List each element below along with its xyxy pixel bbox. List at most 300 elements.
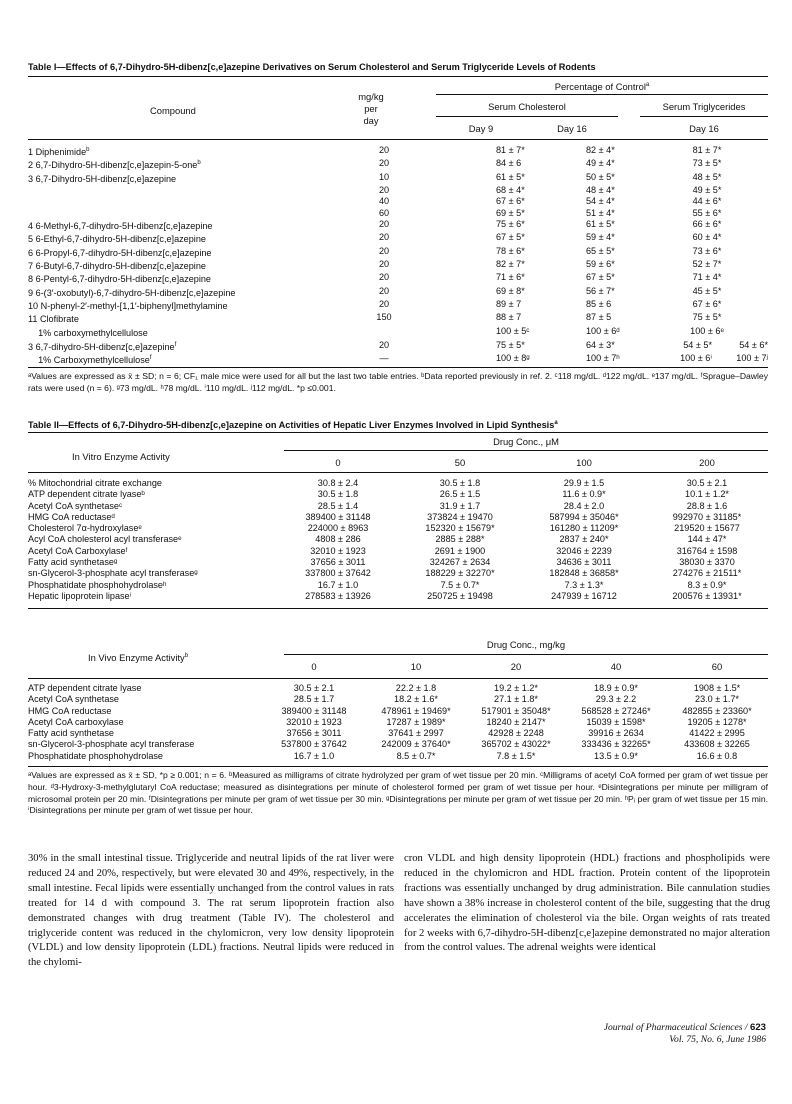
table2-invitro-row <box>28 591 768 602</box>
table2-invitro-value: 16.7 ± 1.0 <box>317 579 359 590</box>
table1-top-rule <box>28 76 768 77</box>
table1-rat-chol-day16: 100 ± 7ʰ <box>586 353 620 364</box>
table2-invitro-col: 0 <box>335 457 341 468</box>
table2-invitro-name: sn-Glycerol-3-phosphate acyl transferaseᵍ <box>28 568 198 579</box>
table1-header-rule <box>28 139 768 140</box>
table1-row <box>28 158 768 171</box>
table1-tg-day16: 73 ± 5* <box>692 158 722 169</box>
table1-spacer <box>414 312 496 325</box>
table1-bottom-rule <box>28 367 768 368</box>
table1-spacer <box>414 286 496 299</box>
table1-rat-compound-cell <box>28 353 354 366</box>
table1-row <box>28 299 768 312</box>
table1-rat-chol-day9: 75 ± 5* <box>496 340 525 350</box>
table2-invivo-value: 478961 ± 19469* <box>381 705 451 716</box>
table2-invitro-value: 144 ± 47* <box>687 534 727 545</box>
table2-top-rule <box>28 432 768 433</box>
table2-invitro-name: HMG CoA reductaseᵈ <box>28 511 115 522</box>
table1-caption: Table I—Effects of 6,7-Dihydro-5H-dibenz[c,e]azepine Derivatives on Serum Cholesterol and Serum Triglyceride Levels of Rodents <box>28 62 596 72</box>
table2-invitro-value: 7.3 ± 1.3* <box>564 579 604 590</box>
table2-invitro-col: 100 <box>576 457 592 468</box>
table2-invivo-col: 10 <box>410 661 422 672</box>
table2-invivo-value: 17287 ± 1989* <box>386 716 446 727</box>
table2-invitro-value: 32010 ± 1923 <box>310 545 366 556</box>
table1-chol-day16: 65 ± 5* <box>586 245 615 256</box>
table1-compound-cell <box>28 259 354 272</box>
table1-spacer <box>586 272 646 285</box>
table2-invivo-row <box>28 717 768 728</box>
table1-chol-day9: 67 ± 6* <box>496 196 525 207</box>
table1-chol-day9: 78 ± 6* <box>496 245 525 256</box>
table1-spacer <box>414 208 496 219</box>
footer-volume: Vol. 75, No. 6, June 1986 <box>669 1034 766 1045</box>
table1-compound: 2 6,7-Dihydro-5H-dibenz[c,e]azepin-5-one <box>28 160 198 171</box>
table1-rat-rows <box>28 340 768 367</box>
table1-chol-day9: 82 ± 7* <box>496 258 525 269</box>
table2-invivo-value: 517901 ± 35048* <box>481 705 551 716</box>
table2-invivo-row <box>28 683 768 694</box>
table2-invivo-mark: b <box>184 653 189 659</box>
table1-chol-day9: 69 ± 5* <box>496 207 525 218</box>
table1-compound-cell <box>28 158 354 171</box>
table1-row <box>28 196 768 207</box>
table2-invitro-value: 161280 ± 11209* <box>549 523 619 534</box>
table1-chol-day9: 69 ± 8* <box>496 285 525 296</box>
table2-invitro-col: 200 <box>699 457 715 468</box>
table2-invitro-value: 10.1 ± 1.2* <box>685 489 729 500</box>
table1-compound: 1% carboxymethylcellulose <box>28 327 148 338</box>
table2-invivo-body <box>28 683 768 762</box>
table1-tg-day16: 67 ± 6* <box>692 298 722 309</box>
table2-invitro-row <box>28 523 768 534</box>
table1-rat-chol-day16: 64 ± 3* <box>586 340 615 350</box>
table1-compound-cell <box>28 196 354 207</box>
table1-compound-cell <box>28 272 354 285</box>
table2-invitro-value: 219520 ± 15677 <box>674 523 740 534</box>
table2-invivo-value: 42928 ± 2248 <box>488 728 544 739</box>
table1-compound-cell <box>28 219 354 232</box>
table2-invitro-value: 278583 ± 13926 <box>305 590 371 601</box>
table1-col-dose-2: per <box>364 103 378 114</box>
table1-compound: 10 N-phenyl-2′-methyl-[1,1′-biphenyl]methylamine <box>28 300 228 311</box>
table1-compound: 5 6-Ethyl-6,7-dihydro-5H-dibenz[c,e]azepine <box>28 234 206 245</box>
table1-compound: 3 6,7-Dihydro-5H-dibenz[c,e]azepine <box>28 173 177 184</box>
table1-dose: 150 <box>376 312 392 323</box>
table2-invivo-value: 37656 ± 3011 <box>286 728 342 739</box>
table1-tg-day16: 55 ± 6* <box>692 207 722 218</box>
table1-rat-tg-b: 54 ± 6* <box>739 340 768 350</box>
table1-spacer <box>586 286 646 299</box>
table1-tg-day16: 66 ± 6* <box>692 218 722 229</box>
table1-spacer <box>414 145 496 158</box>
table1-spacer <box>414 353 496 366</box>
table2-invitro-value: 389400 ± 31148 <box>305 511 371 522</box>
table2-invitro-value: 28.4 ± 2.0 <box>563 500 605 511</box>
table1-spacer <box>414 259 496 272</box>
table1-spacer <box>586 208 646 219</box>
table1-spacer <box>414 340 496 353</box>
table1-chol-day9: 61 ± 5* <box>496 171 525 182</box>
table2-invivo-name: HMG CoA reductase <box>28 705 112 716</box>
table2-invivo-name: Acetyl CoA carboxylase <box>28 716 124 727</box>
table1-dose: 20 <box>378 232 390 243</box>
table2-invivo-label-text: In Vivo Enzyme Activity <box>88 652 185 664</box>
table1-compound: 8 6-Pentyl-6,7-dihydro-5H-dibenz[c,e]azepine <box>28 274 211 285</box>
table1-tg-day16: 49 ± 5* <box>692 184 722 195</box>
table2-invivo-value: 15039 ± 1598* <box>586 716 646 727</box>
table1-compound-cell <box>28 208 354 219</box>
table2-invitro-body <box>28 478 768 602</box>
table2-invitro-group: Drug Conc., μM <box>493 436 559 447</box>
table2-invitro-value: 31.9 ± 1.7 <box>439 500 481 511</box>
table2-invivo-value: 30.5 ± 2.1 <box>293 683 335 693</box>
table1-group-rule <box>436 94 768 95</box>
table1-chol-day16: 54 ± 4* <box>586 196 615 207</box>
table1-body <box>28 145 768 339</box>
table1-tg-day16: 71 ± 4* <box>692 272 722 283</box>
table2-invivo-name: ATP dependent citrate lyase <box>28 683 142 693</box>
table1-compound-cell <box>28 145 354 158</box>
table1-chol-day9: 89 ± 7 <box>496 298 522 309</box>
table1-col-compound: Compound <box>150 105 196 116</box>
table2-invivo-row <box>28 728 768 739</box>
table2-invivo-col: 0 <box>311 661 317 672</box>
table1-spacer <box>414 158 496 171</box>
table1-spacer <box>414 272 496 285</box>
table2-invivo-col: 20 <box>510 661 522 672</box>
table2-invitro-row <box>28 568 768 579</box>
table2-invitro-value: 152320 ± 15679* <box>425 523 495 534</box>
table2-invitro-value: 34636 ± 3011 <box>556 557 612 568</box>
table1-tg-day16: 73 ± 6* <box>692 245 722 256</box>
table2-invivo-value: 537800 ± 37642 <box>281 739 347 750</box>
table1-dose <box>354 326 414 339</box>
table1-dose: 60 <box>378 207 390 218</box>
table2-invivo-value: 19205 ± 1278* <box>687 716 747 727</box>
table1-tg-rule <box>640 116 768 117</box>
table2-invitro-row <box>28 534 768 545</box>
table2-invivo-value: 32010 ± 1923 <box>286 716 342 727</box>
table2-invivo-name: Acetyl CoA synthetase <box>28 694 119 705</box>
table1-row <box>28 326 768 339</box>
table2-invivo-row <box>28 751 768 762</box>
table2-invitro-value: 316764 ± 1598 <box>676 545 738 556</box>
table2-invivo-value: 18.9 ± 0.9* <box>594 683 638 693</box>
table1-tg-day16: 44 ± 6* <box>692 196 722 207</box>
table2-invitro-name: Acetyl CoA synthetaseᶜ <box>28 500 123 511</box>
table2-invivo-group: Drug Conc., mg/kg <box>486 639 566 650</box>
table2-invivo-value: 22.2 ± 1.8 <box>395 683 437 693</box>
table2-invivo-col: 60 <box>711 661 723 672</box>
table1-rat-compound-cell <box>28 340 354 353</box>
table2-invitro-row <box>28 489 768 500</box>
table2-invitro-value: 8.3 ± 0.9* <box>687 579 727 590</box>
table1-col-group-mark: a <box>645 82 650 88</box>
table2-invitro-row <box>28 478 768 489</box>
table2-caption-text: Table II—Effects of 6,7-Dihydro-5H-dibenz[c,e]azepine on Activities of Hepatic Liver Enzymes Involved in Lipid Synthesis <box>28 420 555 431</box>
table1-spacer <box>586 158 646 171</box>
table2-invivo-group-rule <box>284 654 768 655</box>
table1-row <box>28 312 768 325</box>
table2-invivo-row <box>28 739 768 750</box>
table1-chol-day16: 87 ± 5 <box>586 312 612 323</box>
table2-invitro-value: 274276 ± 21511* <box>672 568 742 579</box>
table1-dose: 20 <box>378 285 390 296</box>
table2-invitro-value: 29.9 ± 1.5 <box>563 478 605 488</box>
table2-invitro-value: 2837 ± 240* <box>559 534 609 545</box>
table1-chol-day9: 100 ± 5ᶜ <box>496 325 530 336</box>
table1-row <box>28 272 768 285</box>
page-footer <box>604 1022 766 1046</box>
table1-compound: 1 Diphenimide <box>28 147 87 158</box>
table1-rat-tg-a: 54 ± 5* <box>683 340 712 350</box>
table1-tg-day16: 48 ± 5* <box>692 171 722 182</box>
table1-col-day16a: Day 16 <box>557 123 587 134</box>
table2-invitro-name: Acetyl CoA Carboxylaseᶠ <box>28 545 128 556</box>
table2-invitro-value: 7.5 ± 0.7* <box>440 579 480 590</box>
table1-chol-day9: 81 ± 7* <box>496 145 525 155</box>
table1-spacer <box>586 246 646 259</box>
table1-rat-row <box>28 353 768 366</box>
table2-invitro-value: 587994 ± 35046* <box>549 511 619 522</box>
table2-invitro-value: 28.8 ± 1.6 <box>686 500 728 511</box>
table2-invitro-value: 200576 ± 13931* <box>672 590 742 601</box>
table1-spacer <box>586 326 646 339</box>
table2-invitro-value: 4808 ± 286 <box>315 534 361 545</box>
table2-invitro-value: 30.5 ± 2.1 <box>686 478 728 488</box>
table1-spacer <box>586 196 646 207</box>
table2-invivo-value: 19.2 ± 1.2* <box>494 683 538 693</box>
table1-spacer <box>414 232 496 245</box>
table1-row <box>28 286 768 299</box>
table1-spacer <box>414 219 496 232</box>
table1-spacer <box>586 185 646 196</box>
table2-invivo-value: 433608 ± 32265 <box>684 739 750 750</box>
table2-invitro-row <box>28 546 768 557</box>
table1-col-group-label: Percentage of Control <box>554 81 646 93</box>
table1-col-day9: Day 9 <box>468 123 494 134</box>
table2-invivo-value: 39916 ± 2634 <box>588 728 644 739</box>
table2-invitro-value: 30.8 ± 2.4 <box>317 478 359 488</box>
table2-invivo-value: 242009 ± 37640* <box>381 739 451 750</box>
table2-caption-mark: a <box>554 420 558 426</box>
body-column-right: cron VLDL and high density lipoprotein (HDL) fractions and phospholipids were reduced in the chylomicron and HDL fraction. Protein content of the lipoprotein fractions was essentially unchanged by drug administration. Bile cannulation studies have shown a 38% increase in cholesterol content of the bile, suggesting that the drug accelerates the elimination of cholesterol via the bile. Organ weights of rats treated for 2 weeks with 6,7-dihydro-5H-dibenz[c,e]azepine demonstrated no major alteration from the control values. The adrenal weights were identical <box>404 853 770 954</box>
table2-footnote: ᵃValues are expressed as x̄ ± SD, *p ≥ 0.001; n = 6. ᵇMeasured as milligrams of citrate hydrolyzed per gram of wet tissue per 20 min. ᶜMilligrams of acetyl CoA formed per gram of wet tissue per hour. ᵈ3-Hydroxy-3-methylglutaryl CoA reductase; measured as disintegrations per minute of cholesterol formed per gram of wet tissue per hour. ᵉDisintegrations per minute per milligram of microsomal protein per 20 min. ᶠDisintegrations per minute per gram of wet tissue per 30 min. ᵍDisintegrations per minute per gram of wet tissue per 20 min. ʰPᵢ per gram of wet tissue per 15 min. ⁱDisintegrations per minute per gram of wet tissue per hour. <box>28 770 768 816</box>
table1-compound: 6 6-Propyl-6,7-dihydro-5H-dibenz[c,e]azepine <box>28 247 212 258</box>
table1-row <box>28 185 768 196</box>
table1-dose: 20 <box>378 184 390 195</box>
table2-invitro-value: 2691 ± 1900 <box>434 545 486 556</box>
table2-invivo-value: 568528 ± 27246* <box>581 705 651 716</box>
table1-rat-tg-b: 100 ± 7ʲ <box>736 353 768 364</box>
table2-invivo-value: 37641 ± 2997 <box>388 728 444 739</box>
table1-col-group <box>436 80 768 92</box>
footer-journal: Journal of Pharmaceutical Sciences / <box>603 1022 748 1033</box>
table1-tg-day16: 81 ± 7* <box>692 145 722 155</box>
table1-dose: 20 <box>378 218 390 229</box>
table1-tg-day16: 52 ± 7* <box>692 258 722 269</box>
table1-row <box>28 172 768 185</box>
table1-tg-day16: 100 ± 6ᵉ <box>690 325 724 336</box>
table2-invitro-header-rule <box>28 472 768 473</box>
table2-invitro-value: 250725 ± 19498 <box>427 590 493 601</box>
table1-compound-mark: b <box>197 160 201 167</box>
table2-invitro-value: 38030 ± 3370 <box>679 557 735 568</box>
table2-invivo-value: 8.5 ± 0.7* <box>396 750 436 761</box>
table2-invitro-row <box>28 501 768 512</box>
table2-invitro-bottom-rule <box>28 608 768 609</box>
table2-invitro-value: 373824 ± 19470 <box>427 511 493 522</box>
table2-invitro-name: ATP dependent citrate lyaseᵇ <box>28 489 145 500</box>
table1-col-day16b: Day 16 <box>689 123 719 134</box>
table1-rat-tg-a: 100 ± 6ⁱ <box>680 353 712 364</box>
table1-chol-day9: 84 ± 6 <box>496 158 522 169</box>
table1-rat-compound: 3 6,7-dihydro-5H-dibenz[c,e]azepine <box>28 342 175 353</box>
table1-tg-day16: 75 ± 5* <box>692 312 722 323</box>
table1-spacer <box>414 246 496 259</box>
table1-compound: 9 6-(3′-oxobutyl)-6,7-dihydro-5H-dibenz[c,e]azepine <box>28 287 236 298</box>
table2-invitro-row <box>28 557 768 568</box>
table1-chol-day16: 50 ± 5* <box>586 171 615 182</box>
table1-rat-chol-day9: 100 ± 8ᵍ <box>496 353 530 364</box>
table1-chol-day16: 56 ± 7* <box>586 285 615 296</box>
table2-invivo-col: 40 <box>610 661 622 672</box>
table2-invitro-value: 11.6 ± 0.9* <box>562 489 606 500</box>
table1-dose: 20 <box>378 158 390 169</box>
table1-chol-day16: 48 ± 4* <box>586 184 615 195</box>
table2-invivo-value: 29.3 ± 2.2 <box>595 694 637 705</box>
table1-col-tg: Serum Triglycerides <box>662 101 746 112</box>
table2-invitro-label: In Vitro Enzyme Activity <box>72 451 170 462</box>
table2-invitro-name: Acyl CoA cholesterol acyl transferaseᵉ <box>28 534 182 545</box>
table2-invivo-value: 28.5 ± 1.7 <box>293 694 335 705</box>
table1-rat-row <box>28 340 768 353</box>
table2-invitro-value: 337800 ± 37642 <box>305 568 371 579</box>
table2-invitro-name: Phosphatidate phosphohydrolaseʰ <box>28 579 167 590</box>
table2-invivo-value: 1908 ± 1.5* <box>693 683 741 693</box>
table2-invivo-value: 23.0 ± 1.7* <box>695 694 739 705</box>
table2-caption <box>28 418 768 431</box>
table2-invitro-value: 30.5 ± 1.8 <box>439 478 481 488</box>
table2-invivo-name: Phosphatidate phosphohydrolase <box>28 750 163 761</box>
table2-invitro-value: 182848 ± 36858* <box>549 568 619 579</box>
table1-chol-day16: 49 ± 4* <box>586 158 615 169</box>
table1-chol-day16: 67 ± 5* <box>586 272 615 283</box>
table2-invitro-value: 247939 ± 16712 <box>551 590 617 601</box>
table1-chol-day9: 71 ± 6* <box>496 272 525 283</box>
table2-invitro-value: 30.5 ± 1.8 <box>317 489 359 500</box>
table1-chol-day9: 75 ± 6* <box>496 218 525 229</box>
table1-chol-day16: 59 ± 6* <box>586 258 615 269</box>
table1-spacer <box>586 299 646 312</box>
table2-invitro-value: 2885 ± 288* <box>435 534 485 545</box>
table1-compound: 4 6-Methyl-6,7-dihydro-5H-dibenz[c,e]azepine <box>28 220 213 231</box>
table2-invitro-name: Fatty acid synthetaseᵍ <box>28 557 118 568</box>
table2-invivo-value: 18.2 ± 1.6* <box>394 694 438 705</box>
table1-rat-compound-mark: f <box>149 355 152 362</box>
table1-spacer <box>586 312 646 325</box>
table2-bottom-rule <box>28 766 768 767</box>
table1-compound-cell <box>28 286 354 299</box>
table1-compound-cell <box>28 326 354 339</box>
table1-row <box>28 259 768 272</box>
table1-footnote: ᵃValues are expressed as x̄ ± SD; n = 6; CF₁ male mice were used for all but the last two table entries. ᵇData reported previously in ref. 2. ᶜ118 mg/dL. ᵈ122 mg/dL. ᵉ137 mg/dL. ᶠSprague–Dawley rats were used (n = 6). ᵍ73 mg/dL. ʰ78 mg/dL. ⁱ110 mg/dL. ʲ112 mg/dL. *p ≤0.001. <box>28 371 768 393</box>
table1-spacer <box>414 196 496 207</box>
table2-invitro-value: 26.5 ± 1.5 <box>439 489 481 500</box>
table2-invitro-row <box>28 580 768 591</box>
table1-rat-dose: — <box>379 353 389 364</box>
table2-invitro-value: 324267 ± 2634 <box>429 557 491 568</box>
table1-rat-compound: 1% Carboxymethylcellulose <box>28 355 150 366</box>
table1-col-dose-1: mg/kg <box>358 91 384 102</box>
table1-compound-cell <box>28 246 354 259</box>
table1-compound-mark: b <box>86 147 90 153</box>
table2-invivo-row <box>28 694 768 705</box>
table2-invitro-name: % Mitochondrial citrate exchange <box>28 478 162 488</box>
table1-dose: 40 <box>378 196 390 207</box>
table2-invitro-value: 188229 ± 32270* <box>425 568 495 579</box>
table1-row <box>28 219 768 232</box>
table2-invivo-value: 16.6 ± 0.8 <box>696 750 738 761</box>
table1-chol-day16: 59 ± 4* <box>586 232 615 243</box>
table1-rat-dose: 20 <box>378 340 390 350</box>
table2-invitro-value: 992970 ± 31185* <box>672 511 742 522</box>
table1-spacer <box>414 172 496 185</box>
table1-compound-cell <box>28 299 354 312</box>
table2-invivo-value: 13.5 ± 0.9* <box>594 750 638 761</box>
table2-invivo-value: 27.1 ± 1.8* <box>494 694 538 705</box>
footer-journal-line <box>604 1022 766 1034</box>
table2-invivo-label <box>88 651 188 663</box>
table1-rat-compound-mark: f <box>174 342 177 348</box>
table1-compound-cell <box>28 232 354 245</box>
table1-dose: 10 <box>378 171 390 182</box>
footer-page-number: 623 <box>749 1022 766 1033</box>
table2-invivo-value: 389400 ± 31148 <box>281 705 347 716</box>
table1-dose: 20 <box>378 298 390 309</box>
table2-invitro-name: Hepatic lipoprotein lipaseⁱ <box>28 590 132 601</box>
table1-compound: 7 6-Butyl-6,7-dihydro-5H-dibenz[c,e]azepine <box>28 260 206 271</box>
table2-invitro-value: 32046 ± 2239 <box>556 545 612 556</box>
table1-chol-day16: 100 ± 6ᵈ <box>586 325 620 336</box>
table1-chol-day16: 82 ± 4* <box>586 145 615 155</box>
table2-invivo-name: Fatty acid synthetase <box>28 728 114 739</box>
table1-chol-day16: 51 ± 4* <box>586 207 615 218</box>
table1-spacer <box>586 145 646 158</box>
table2-invivo-value: 41422 ± 2995 <box>689 728 745 739</box>
table1-chol-day9: 67 ± 5* <box>496 232 525 243</box>
table1-chol-day9: 68 ± 4* <box>496 184 525 195</box>
table1-tg-day16: 60 ± 4* <box>692 232 722 243</box>
table2-invivo-name: sn-Glycerol-3-phosphate acyl transferase <box>28 739 195 750</box>
table1-spacer <box>586 172 646 185</box>
table1-spacer <box>414 299 496 312</box>
table2-invivo-value: 16.7 ± 1.0 <box>293 750 335 761</box>
table1-chol-rule <box>436 116 618 117</box>
table1-row <box>28 145 768 158</box>
table1-compound: 11 Clofibrate <box>28 314 79 325</box>
table1-dose: 20 <box>378 145 390 155</box>
table1-dose: 20 <box>378 258 390 269</box>
table2-invitro-value: 224000 ± 8963 <box>307 523 369 534</box>
table2-invivo-header-rule <box>28 678 768 679</box>
table1-chol-day9: 88 ± 7 <box>496 312 522 323</box>
table1-spacer <box>586 259 646 272</box>
table2-invitro-value: 28.5 ± 1.4 <box>317 500 359 511</box>
table2-invitro-name: Cholesterol 7α-hydroxylaseᵉ <box>28 523 142 534</box>
table1-spacer <box>586 219 646 232</box>
table2-invitro-col: 50 <box>454 457 466 468</box>
